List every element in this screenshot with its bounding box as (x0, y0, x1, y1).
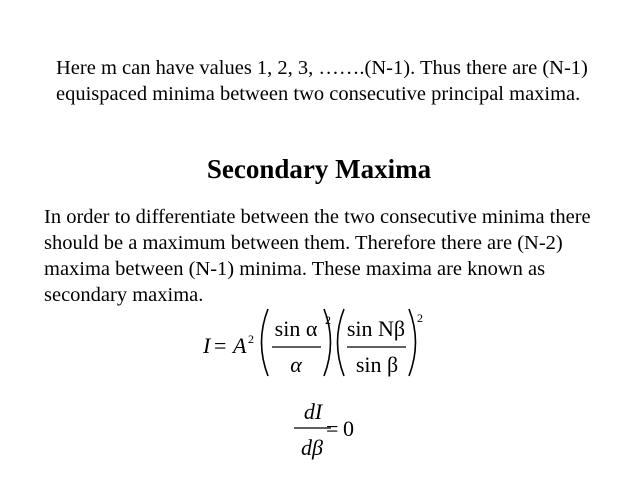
eq1-left-paren-1 (262, 309, 269, 376)
body-line-4: secondary maxima. (44, 284, 204, 306)
eq1-amplitude-exponent: 2 (248, 332, 254, 346)
intro-line-2: equispaced minima between two consecutive principal maxima. (56, 83, 581, 105)
eq2-denominator: dβ (301, 435, 323, 460)
body-line-1: In order to differentiate between the two consecutive minima there (44, 206, 591, 228)
eq2-numerator: dI (303, 399, 323, 424)
intro-line-1: Here m can have values 1, 2, 3, …….(N-1). Thus there are (N-1) (56, 57, 588, 79)
eq1-amplitude: A (233, 333, 247, 358)
eq1-exponent-1: 2 (325, 313, 331, 327)
eq1-equals: = (214, 333, 227, 358)
eq1-left-paren-2 (338, 309, 345, 376)
eq2-equals: = (326, 416, 339, 441)
eq1-frac1-denominator: α (290, 352, 302, 377)
body-line-3: maxima between (N-1) minima. These maxima are known as (44, 258, 546, 280)
eq1-right-paren-2 (409, 309, 416, 376)
body-line-2: should be a maximum between them. Therefore there are (N-2) (44, 232, 563, 254)
eq1-lhs: I (203, 333, 211, 358)
eq2-rhs: 0 (343, 416, 354, 441)
eq1-frac2-numerator: sin Nβ (346, 316, 406, 341)
eq1-frac1-numerator: sin α (274, 316, 318, 341)
eq1-frac2-denominator: sin β (355, 352, 399, 377)
eq1-exponent-2: 2 (417, 311, 423, 325)
intensity-equation (202, 309, 423, 377)
section-heading: Secondary Maxima (206, 154, 432, 184)
derivative-equation (294, 399, 354, 460)
